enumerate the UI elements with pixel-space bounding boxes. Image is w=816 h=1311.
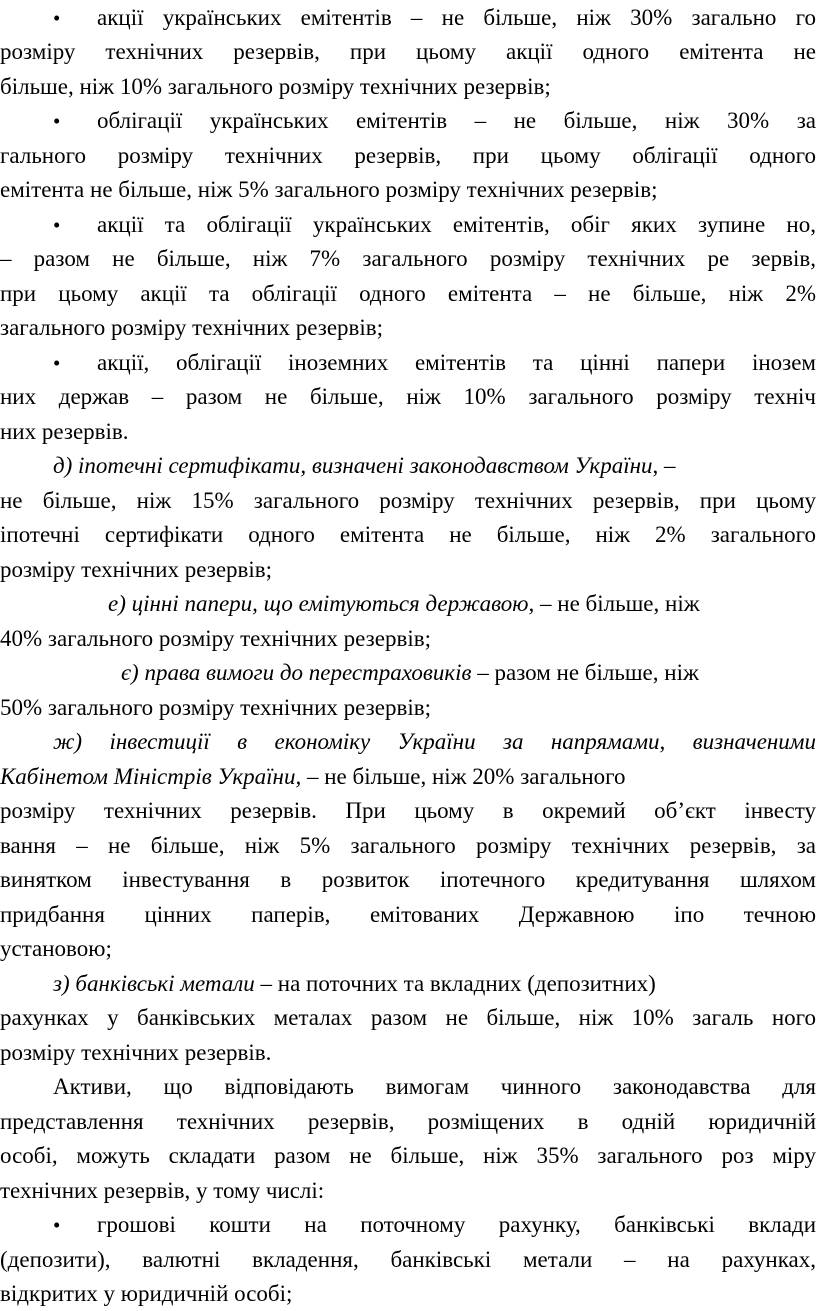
text-line [0,760,816,794]
text-line: (депозити), валютні вкладення, банківські метали – на рахунках, [0,1247,816,1272]
line-text: акції українських емітентів – не більше, ніж 30% загально го [97,5,816,30]
text-line: технічних резервів, у тому числі: [0,1178,325,1203]
text-line [0,656,816,690]
text-line: установою; [0,936,112,961]
text-line [0,1,816,35]
italic-term: д) іпотечні сертифікати, визначені законодавством України [53,453,653,478]
text-line: розміру технічних резервів; [0,557,273,582]
line-text: акції, облігації іноземних емітентів та цінні папери інозем [97,350,816,375]
text-line [0,725,816,759]
bullet-icon: • [53,1213,61,1237]
text-line: більше, ніж 10% загального розміру технічних резервів; [0,74,551,99]
text-line: рахунках у банківських металах разом не більше, ніж 10% загаль ного [0,1005,816,1030]
text-line [0,208,816,242]
line-text: – не більше, ніж 20% загального [301,764,626,789]
italic-term: з) банківські метали [53,971,255,996]
text-line [0,346,816,380]
text-line: при цьому акції та облігації одного емітента – не більше, ніж 2% [0,281,816,306]
text-line [0,1070,816,1104]
text-line: вання – не більше, ніж 5% загального розміру технічних резервів, за [0,833,816,858]
line-text: , – [652,453,676,478]
bullet-icon: • [53,213,61,237]
text-line: відкритих у юридичній особі; [0,1281,293,1306]
bullet-icon: • [53,109,61,133]
italic-term: е) цінні папери, що емітуються державою, [108,591,535,616]
line-text: – не більше, ніж [534,591,700,616]
text-line [0,967,816,1001]
text-line: – разом не більше, ніж 7% загального розміру технічних ре зервів, [0,246,816,271]
line-text: облігації українських емітентів – не більше, ніж 30% за [97,108,816,133]
line-text: – разом не більше, ніж [471,660,699,685]
text-line: розміру технічних резервів. При цьому в окремий об’єкт інвесту [0,798,816,823]
text-line: 50% загального розміру технічних резервів; [0,695,431,720]
italic-term: ж) інвестиції в економіку України за напрямами, визначеними [53,729,816,754]
text-line: них держав – разом не більше, ніж 10% загального розміру техніч [0,384,816,409]
text-line: них резервів. [0,419,129,444]
text-line: гального розміру технічних резервів, при цьому облігації одного [0,143,816,168]
text-line: розміру технічних резервів. [0,1040,272,1065]
text-line: не більше, ніж 15% загального розміру технічних резервів, при цьому [0,488,816,513]
italic-term: Кабінетом Міністрів України, [0,764,302,789]
line-text: Активи, що відповідають вимогам чинного законодавства для [53,1074,816,1099]
text-line: іпотечні сертифікати одного емітента не більше, ніж 2% загального [0,522,816,547]
text-line [0,449,816,483]
line-text: грошові кошти на поточному рахунку, банківські вклади [97,1212,816,1237]
bullet-icon: • [53,6,61,30]
bullet-icon: • [53,351,61,375]
text-line: розміру технічних резервів, при цьому акції одного емітента не [0,39,816,64]
text-line: 40% загального розміру технічних резервів; [0,626,431,651]
text-line [0,104,816,138]
text-line: представлення технічних резервів, розміщених в одній юридичній [0,1109,816,1134]
text-line: особі, можуть складати разом не більше, ніж 35% загального роз міру [0,1143,816,1168]
text-line: емітента не більше, ніж 5% загального розміру технічних резервів; [0,177,658,202]
text-line: винятком інвестування в розвиток іпотечного кредитування шляхом [0,867,816,892]
line-text: акції та облігації українських емітентів, обіг яких зупине но, [97,212,816,237]
text-line: загального розміру технічних резервів; [0,315,384,340]
text-line: придбання цінних паперів, емітованих Державною іпо течною [0,902,816,927]
italic-term: є) права вимоги до перестраховиків [121,660,472,685]
line-text: – на поточних та вкладних (депозитних) [254,971,656,996]
text-line [0,1208,816,1242]
text-line [0,587,816,621]
